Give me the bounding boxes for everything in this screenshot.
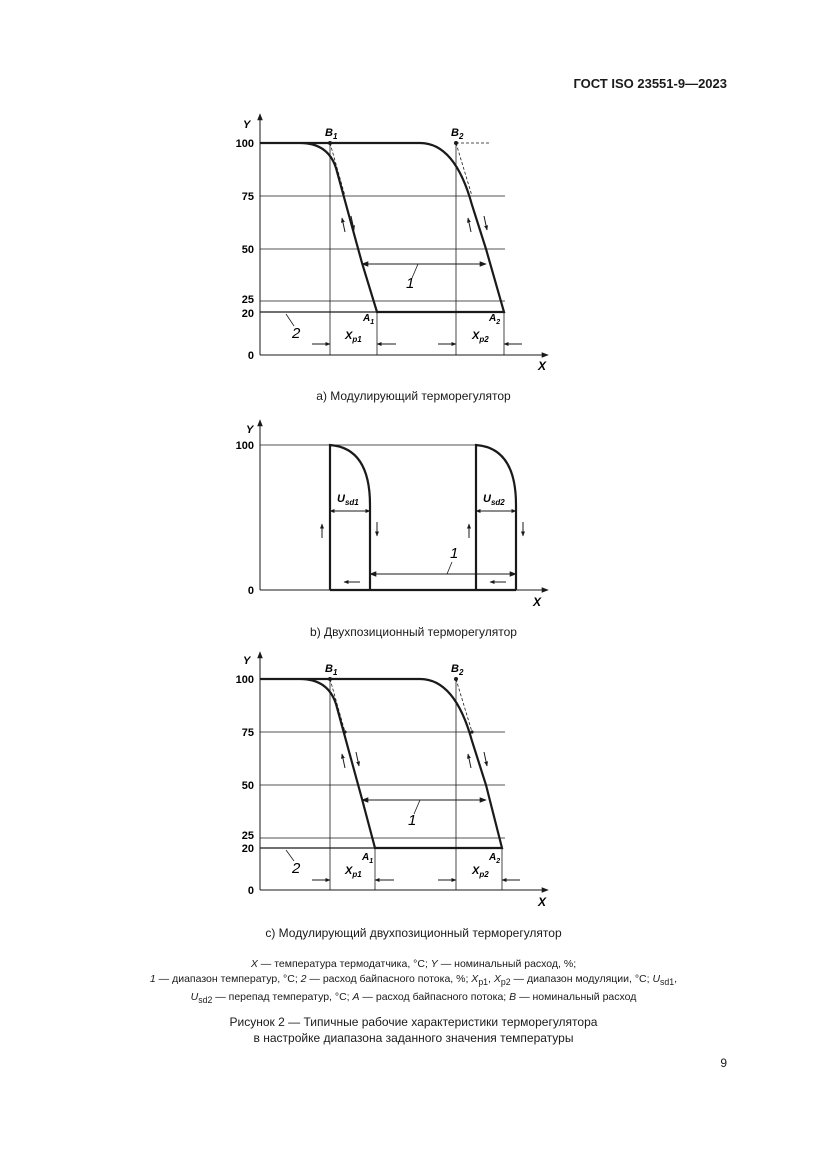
- caption-panel-c: c) Модулирующий двухпозиционный терморегулятор: [265, 926, 562, 940]
- figure-title: [0, 1014, 827, 1046]
- callout-range: 1: [450, 545, 459, 562]
- y-tick-label: 25: [241, 294, 254, 306]
- y-tick-label: 20: [241, 308, 254, 320]
- range-label-xp1: $X_{p1}$: [345, 865, 362, 879]
- point-label-a2: $A_2$: [489, 313, 501, 326]
- y-tick-label: 100: [235, 440, 254, 452]
- callout-bypass: 2: [292, 325, 301, 342]
- x-axis-label: X: [538, 359, 547, 373]
- y-tick-label: 50: [241, 780, 254, 792]
- range-label-usd2: $U_{sd2}$: [483, 493, 505, 507]
- point-label-b2: $B_2$: [451, 127, 464, 141]
- grid-lines: [260, 143, 505, 355]
- range-label-xp2: $X_{p2}$: [472, 330, 489, 344]
- x-axis-label: X: [538, 895, 547, 909]
- panel-a-chart: [236, 114, 548, 373]
- caption-panel-b: b) Двухпозиционный терморегулятор: [310, 625, 517, 639]
- y-axis-label: Y: [243, 119, 251, 131]
- point-label-a1: $A_1$: [362, 852, 374, 865]
- point-label-b2: $B_2$: [451, 663, 464, 677]
- document-header: ГОСТ ISO 23551-9—2023: [573, 76, 727, 91]
- page-number: 9: [720, 1056, 727, 1070]
- point-label-a2: $A_2$: [489, 852, 501, 865]
- y-tick-label: 25: [241, 830, 254, 842]
- point-label-b1: $B_1$: [325, 663, 338, 677]
- grid-lines: [260, 679, 505, 890]
- figure-legend: [100, 957, 727, 1008]
- point-label-b1: $B_1$: [325, 127, 338, 141]
- y-tick-label: 0: [247, 350, 254, 362]
- y-tick-label: 75: [241, 191, 254, 203]
- y-tick-label: 20: [241, 843, 254, 855]
- panel-c-chart: [236, 652, 548, 909]
- y-tick-label: 100: [235, 138, 254, 150]
- y-tick-label: 50: [241, 244, 254, 256]
- y-axis-label: Y: [246, 424, 254, 436]
- figure-title-line-1: Рисунок 2 — Типичные рабочие характеристики терморегулятора: [229, 1015, 598, 1029]
- y-axis-label: Y: [243, 655, 251, 667]
- x-axis-label: X: [533, 595, 542, 609]
- range-label-xp2: $X_{p2}$: [472, 865, 489, 879]
- y-tick-label: 0: [247, 885, 254, 897]
- callout-range: 1: [406, 275, 415, 292]
- point-label-a1: $A_1$: [363, 313, 375, 326]
- y-tick-label: 75: [241, 727, 254, 739]
- range-label-xp1: $X_{p1}$: [345, 330, 362, 344]
- caption-panel-a: a) Модулирующий терморегулятор: [316, 389, 511, 403]
- characteristic-curves: [260, 143, 504, 312]
- range-label-usd1: $U_{sd1}$: [337, 493, 359, 507]
- y-tick-label: 100: [235, 674, 254, 686]
- characteristic-curves: [260, 679, 502, 848]
- legend-line-2: 1 — диапазон температур, °C; 2 — расход байпасного потока, %; $X_{p1}$, $X_{p2}$ — диапазон модуляции, °C; $U_{sd1}$,: [149, 973, 678, 988]
- figure-title-line-2: в настройке диапазона заданного значения температуры: [253, 1031, 574, 1045]
- y-tick-label: 0: [247, 585, 254, 597]
- callout-bypass: 2: [292, 860, 301, 877]
- characteristic-curves: [330, 445, 516, 590]
- panel-b-chart: [236, 420, 548, 609]
- legend-line-3: $U_{sd2}$ — перепад температур, °C; A — расход байпасного потока; B — номинальный расход: [190, 991, 637, 1006]
- callout-range: 1: [408, 812, 417, 829]
- legend-line-1: X — температура термодатчика, °C; Y — номинальный расход, %;: [250, 958, 577, 970]
